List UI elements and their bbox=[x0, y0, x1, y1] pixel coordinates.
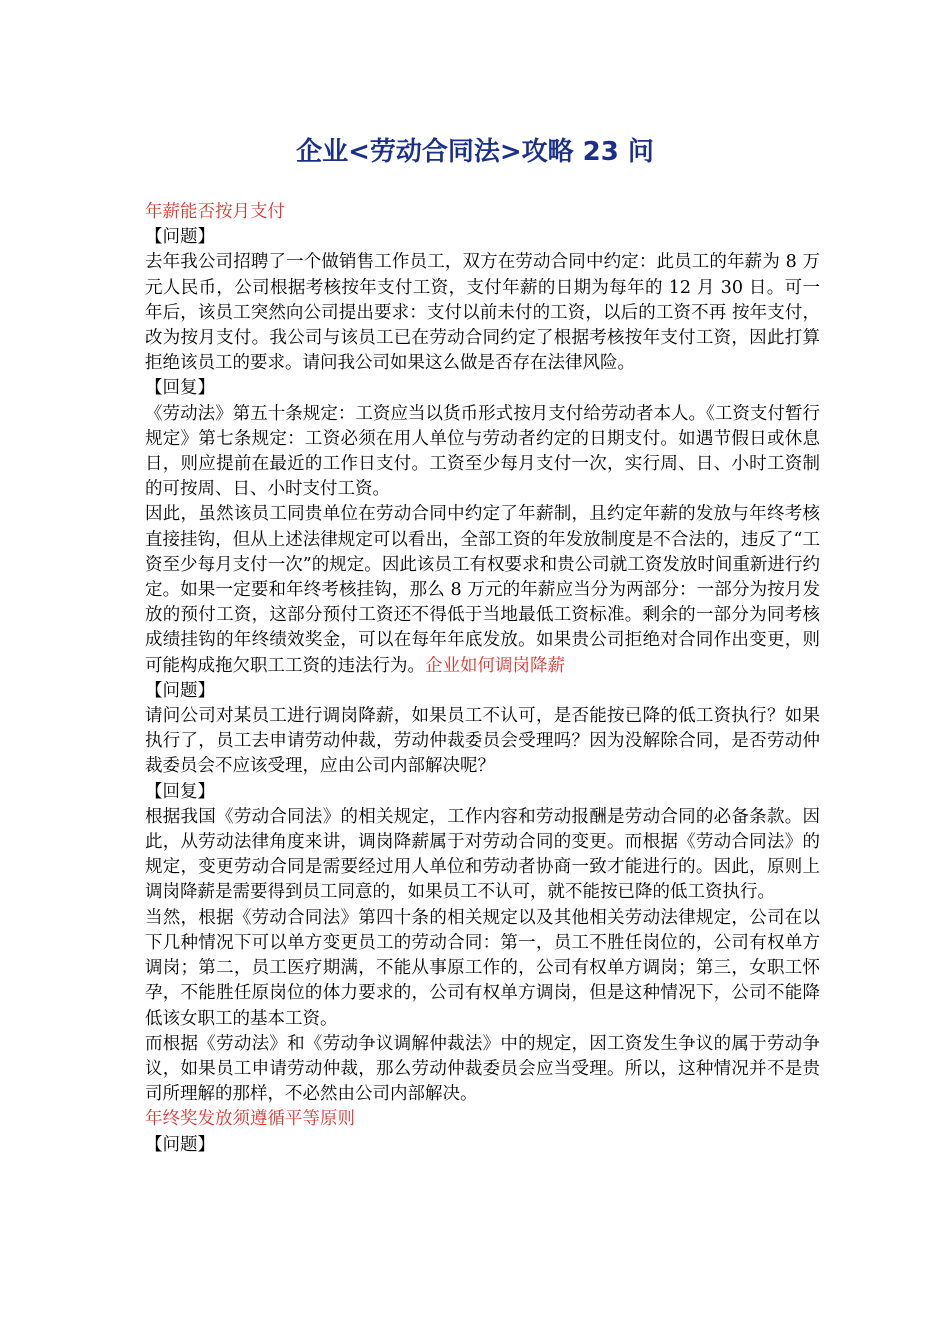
reply-paragraph: 当然，根据《劳动合同法》第四十条的相关规定以及其他相关劳动法律规定，公司在以下几种情况下可以单方变更员工的劳动合同：第一，员工不胜任岗位的，公司有权单方调岗；第二，员工医疗期满，不能从事原工作的，公司有权单方调岗；第三，女职工怀孕，不能胜任原岗位的体力要求的，公司有权单方调岗，但是这种情况下，公司不能降低该女职工的基本工资。 bbox=[145, 907, 820, 1029]
reply-paragraph-with-inline-heading bbox=[145, 502, 820, 678]
question-text: 去年我公司招聘了一个做销售工作员工，双方在劳动合同中约定：此员工的年薪为 8 万元人民币，公司根据考核按年支付工资，支付年薪的日期为每年的 12 月 30 日。可一年后，该员工突然向公司提出要求：支付以前未付的工资，以后的工资不再 按年支付，改为按月支付。我公司与该员工已在劳动合同约定了根据考核按年支付工资，因此打算拒绝该员工的要求。请问我公司如果这么做是否存在法律风险。 bbox=[145, 252, 820, 374]
reply-paragraph: 根据我国《劳动合同法》的相关规定，工作内容和劳动报酬是劳动合同的必备条款。因此，从劳动法律角度来讲，调岗降薪属于对劳动合同的变更。而根据《劳动合同法》的规定，变更劳动合同是需要经过用人单位和劳动者协商一致才能进行的。因此，原则上调岗降薪是需要得到员工同意的，如果员工不认可，就不能按已降的低工资执行。 bbox=[145, 806, 820, 903]
document-body bbox=[145, 200, 820, 1158]
reply-text: 因此，虽然该员工同贵单位在劳动合同中约定了年薪制，且约定年薪的发放与年终考核直接挂钩，但从上述法律规定可以看出，全部工资的年发放制度是不合法的，违反了“工资至少每月支付一次”的规定。因此该员工有权要求和贵公司就工资发放时间重新进行约定。如果一定要和年终考核挂钩，那么 8 万元的年薪应当分为两部分：一部分为按月发放的预付工资，这部分预付工资还不得低于当地最低工资标准。剩余的一部分为同考核成绩挂钩的年终绩效奖金，可以在每年年底发放。如果贵公司拒绝对合同作出变更，则可能构成拖欠职工工资的违法行为。 bbox=[145, 504, 820, 676]
reply-label: 【回复】 bbox=[145, 781, 215, 802]
reply-label: 【回复】 bbox=[145, 378, 215, 399]
question-text: 请问公司对某员工进行调岗降薪，如果员工不认可，是否能按已降的低工资执行？如果执行了，员工去申请劳动仲裁，劳动仲裁委员会受理吗？因为没解除合同，是否劳动仲裁委员会不应该受理，应由公司内部解决呢？ bbox=[145, 706, 820, 777]
reply-paragraph: 而根据《劳动法》和《劳动争议调解仲裁法》中的规定，因工资发生争议的属于劳动争议，如果员工申请劳动仲裁，那么劳动仲裁委员会应当受理。所以，这种情况并不是贵司所理解的那样，不必然由公司内部解决。 bbox=[145, 1033, 820, 1105]
question-label: 【问题】 bbox=[145, 227, 215, 248]
section-heading: 年薪能否按月支付 bbox=[145, 202, 285, 222]
section-heading: 企业如何调岗降薪 bbox=[425, 655, 565, 676]
reply-paragraph: 《劳动法》第五十条规定：工资应当以货币形式按月支付给劳动者本人。《工资支付暂行规定》第七条规定：工资必须在用人单位与劳动者约定的日期支付。如遇节假日或休息日，则应提前在最近的工作日支付。工资至少每月支付一次，实行周、日、小时工资制的可按周、日、小时支付工资。 bbox=[145, 403, 820, 500]
document-title: 企业<劳动合同法>攻略 23 问 bbox=[296, 137, 654, 167]
section-heading: 年终奖发放须遵循平等原则 bbox=[145, 1109, 355, 1130]
question-label: 【问题】 bbox=[145, 680, 215, 701]
question-label: 【问题】 bbox=[145, 1134, 215, 1155]
